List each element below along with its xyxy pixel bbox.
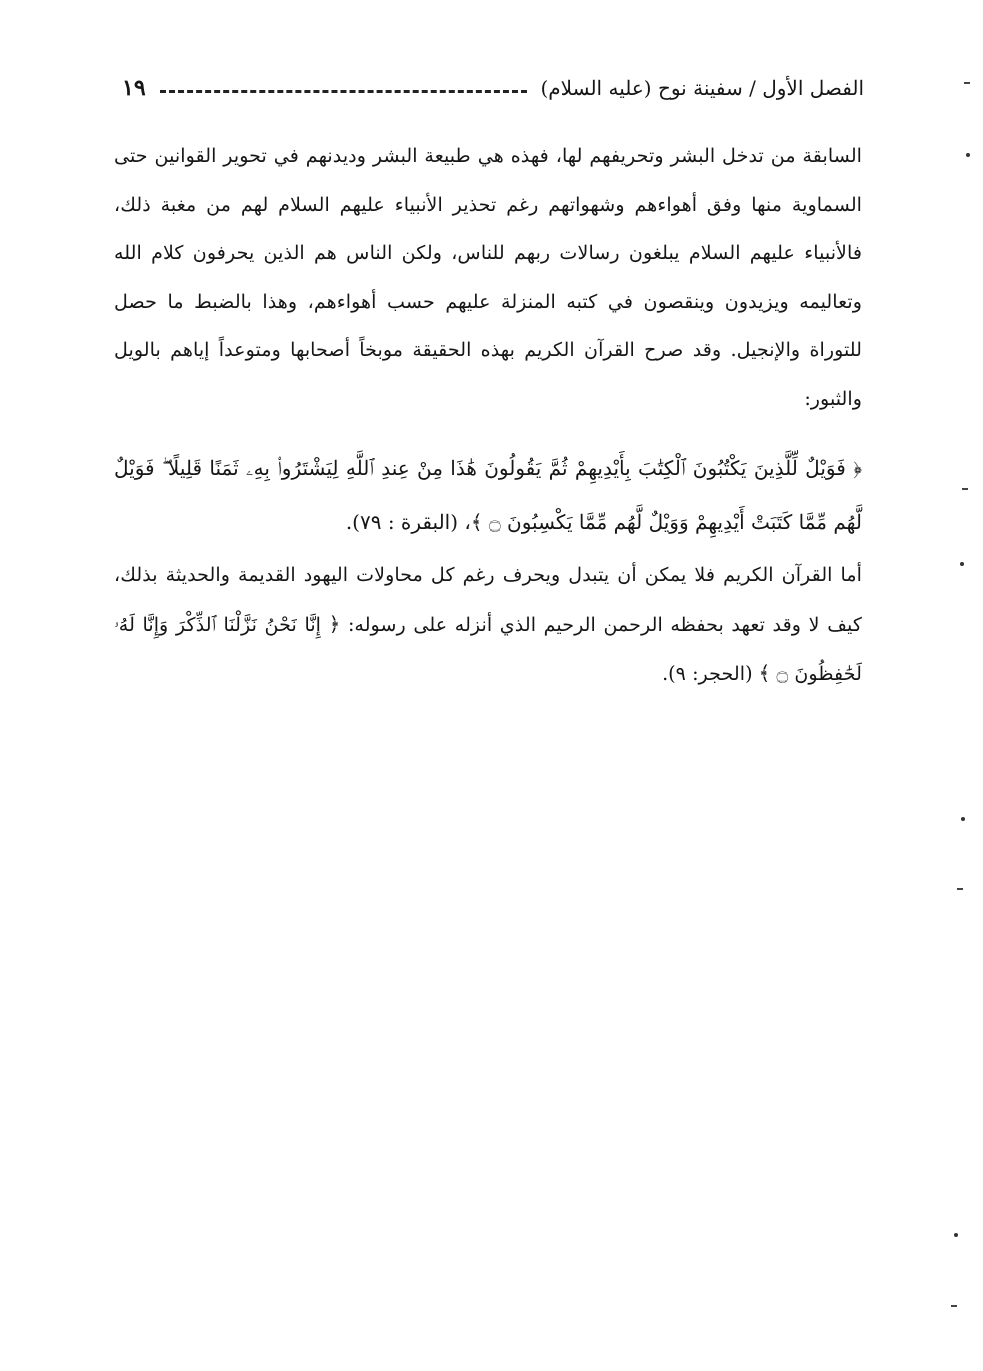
verse-open-bracket: ﴿ (328, 611, 341, 636)
scan-speck (957, 888, 963, 890)
running-header (112, 66, 864, 110)
ayah-end-marker-icon: ۝ (776, 661, 789, 685)
scan-speck (961, 817, 965, 821)
verse-open-bracket: ﴿ (853, 456, 862, 480)
paragraph-1: السابقة من تدخل البشر وتحريفهم لها، فهذه هي طبيعة البشر وديدنهم في تحوير القوانين حتى السماوية منها وفق أهواءهم وشهواتهم رغم تحذير الأنبياء عليهم السلام لهم من مغبة ذلك، فالأنبياء عليهم السلام يبلغون رسالات ربهم للناس، ولكن الناس هم الذين يحرفون كلام الله وتعاليمه ويزيدون وينقصون في كتبه المنزلة عليهم حسب أهواءهم، وهذا بالضبط ما حصل للتوراة والإنجيل. وقد صرح القرآن الكريم بهذه الحقيقة موبخاً أصحابها ومتوعداً إياهم بالويل والثبور: (114, 144, 862, 410)
verse-text: فَوَيْلٌ لِّلَّذِينَ يَكْتُبُونَ ٱلْكِتَٰبَ بِأَيْدِيهِمْ ثُمَّ يَقُولُونَ هَٰذَا مِنْ عِندِ ٱللَّهِ لِيَشْتَرُوا۟ بِهِۦ ثَمَنًا قَلِيلًا ۖ فَوَيْلٌ لَّهُم مِّمَّا كَتَبَتْ أَيْدِيهِمْ وَوَيْلٌ لَّهُم مِّمَّا يَكْسِبُونَ (114, 456, 862, 534)
page-number: ١٩ (122, 75, 146, 101)
body-text (114, 132, 862, 699)
scan-speck (962, 488, 968, 490)
ayah-end-marker-icon: ۝ (488, 510, 501, 534)
verse-close-bracket: ﴾ (470, 510, 483, 534)
verse-reference: (الحجر: ٩). (662, 662, 759, 685)
paragraph-2-text: أما القرآن الكريم فلا يمكن أن يتبدل ويحرف رغم كل محاولات اليهود القديمة والحديثة بذلك، كيف لا وقد تعهد بحفظه الرحمن الرحيم الذي أنزله على رسوله: (114, 563, 862, 636)
scan-speck (960, 562, 964, 566)
quran-verse-1 (114, 441, 862, 549)
verse-text: إِنَّا نَحْنُ نَزَّلْنَا ٱلذِّكْرَ وَإِنَّا لَهُۥ لَحَٰفِظُونَ (114, 612, 862, 685)
verse-close-bracket: ﴾ (758, 661, 771, 685)
paragraph-2 (114, 551, 862, 699)
verse-reference: ، (البقرة : ٧٩). (345, 510, 471, 534)
scan-speck (951, 1305, 957, 1307)
header-leader-dashes (160, 90, 527, 93)
scan-speck (966, 153, 970, 157)
chapter-title: الفصل الأول / سفينة نوح (عليه السلام) (540, 76, 864, 100)
scan-speck (954, 1233, 958, 1237)
scan-speck (964, 82, 970, 84)
